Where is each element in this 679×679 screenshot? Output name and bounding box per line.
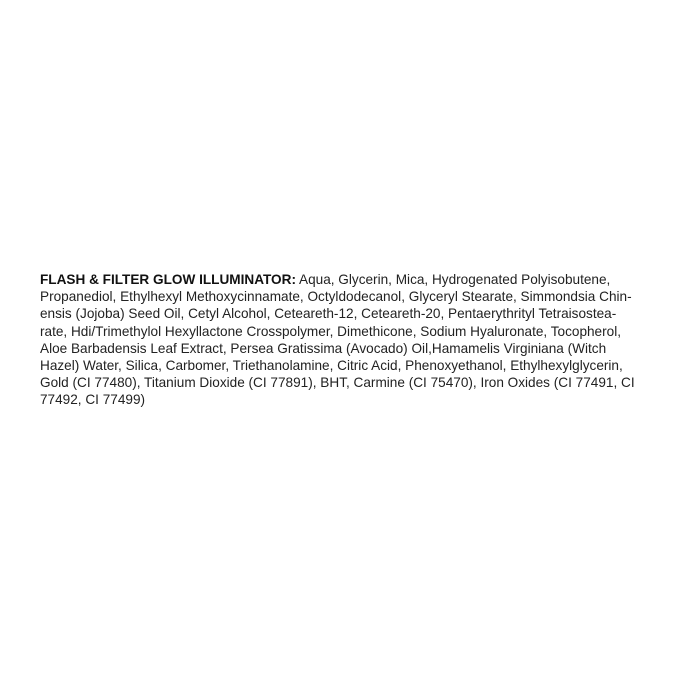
ingredients-line-4: rate, Hdi/Trimethylol Hexyllactone Crosspolymer, Dimethicone, Sodium Hyaluronate, Tocopherol, bbox=[40, 323, 622, 339]
ingredients-line-5: Aloe Barbadensis Leaf Extract, Persea Gratissima (Avocado) Oil,Hamamelis Virginiana (Witch bbox=[40, 340, 607, 356]
product-name: FLASH & FILTER GLOW ILLUMINATOR: bbox=[40, 272, 296, 287]
ingredients-list bbox=[40, 271, 645, 409]
ingredients-line-1 bbox=[40, 271, 645, 288]
ingredients-line-2: Propanediol, Ethylhexyl Methoxycinnamate, Octyldodecanol, Glyceryl Stearate, Simmondsia Chin- bbox=[40, 289, 632, 305]
ingredients-line-7: Gold (CI 77480), Titanium Dioxide (CI 77891), BHT, Carmine (CI 75470), Iron Oxides (CI 77491, CI bbox=[40, 375, 635, 391]
ingredients-line-3: ensis (Jojoba) Seed Oil, Cetyl Alcohol, Ceteareth-12, Ceteareth-20, Pentaerythrityl Tetraisostea- bbox=[40, 306, 617, 322]
ingredients-text: Aqua, Glycerin, Mica, Hydrogenated Polyisobutene, bbox=[295, 272, 611, 287]
ingredients-line-8: 77492, CI 77499) bbox=[40, 392, 146, 408]
ingredients-line-6: Hazel) Water, Silica, Carbomer, Triethanolamine, Citric Acid, Phenoxyethanol, Ethylhexylglycerin, bbox=[40, 358, 623, 374]
